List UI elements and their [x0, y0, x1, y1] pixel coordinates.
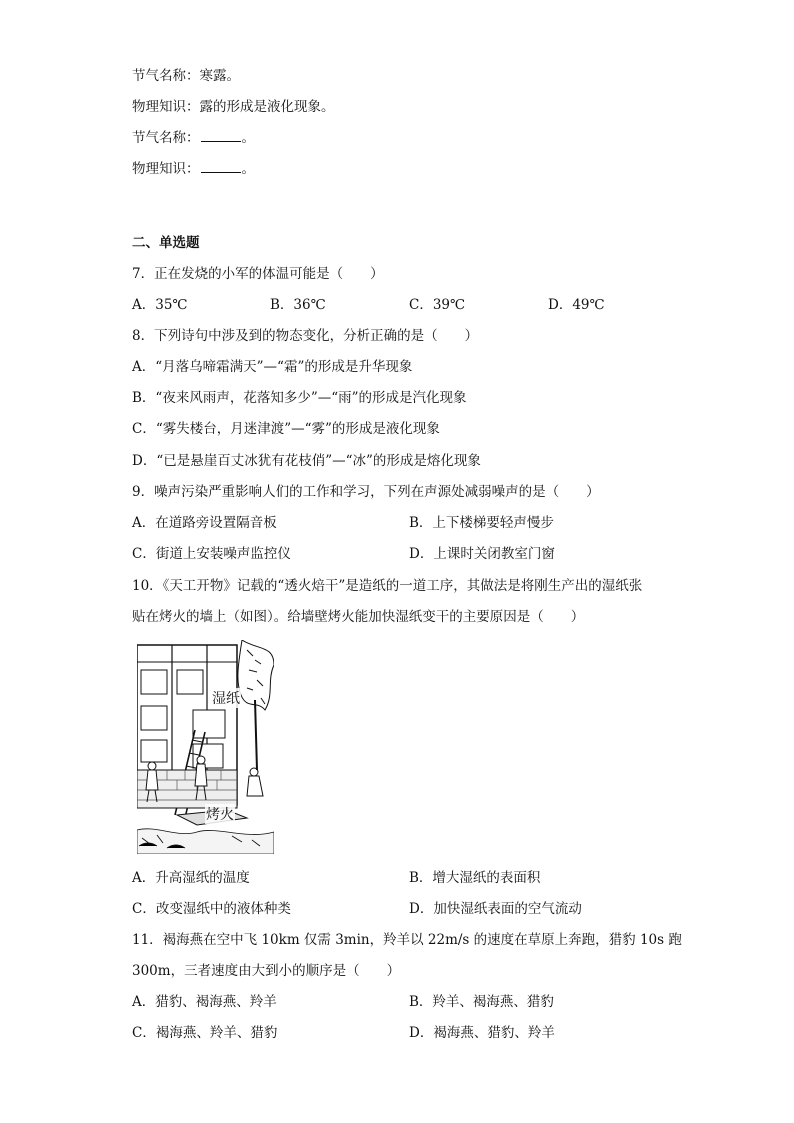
physics-knowledge-2-prefix: 物理知识： [132, 161, 200, 177]
q11-option-d: D．褐海燕、猎豹、羚羊 [409, 1025, 555, 1041]
q11-option-a: A．猎豹、褐海燕、羚羊 [132, 994, 277, 1010]
solar-term-2-suffix: 。 [241, 130, 255, 146]
q10-option-d: D．加快湿纸表面的空气流动 [409, 901, 582, 917]
q8-option-a: A．“月落乌啼霜满天”—“霜”的形成是升华现象 [132, 359, 413, 375]
question-7-stem: 7．正在发烧的小军的体温可能是（ ） [132, 266, 384, 282]
q10-option-a: A．升高湿纸的温度 [132, 870, 250, 886]
physics-knowledge-2-suffix: 。 [241, 161, 255, 177]
solar-term-2 [132, 129, 255, 147]
section-title: 二、单选题 [132, 235, 200, 251]
q10-option-c: C．改变湿纸中的液体种类 [132, 901, 291, 917]
q8-option-c: C．“雾失楼台，月迷津渡”—“雾”的形成是液化现象 [132, 421, 440, 437]
question-8-stem: 8．下列诗句中涉及到的物态变化，分析正确的是（ ） [132, 328, 479, 344]
solar-term-2-prefix: 节气名称： [132, 130, 200, 146]
paper-drying-illustration [137, 640, 274, 854]
wet-paper-label: 湿纸 [211, 688, 241, 708]
q8-option-d: D．“已是悬崖百丈冰犹有花枝俏”—“冰”的形成是熔化现象 [132, 453, 481, 469]
question-9-stem: 9．噪声污染严重影响人们的工作和学习，下列在声源处减弱噪声的是（ ） [132, 484, 600, 500]
q7-option-d: D．49℃ [548, 297, 605, 313]
question-11-stem-line2: 300m，三者速度由大到小的顺序是（ ） [132, 963, 401, 979]
question-10-stem-line2: 贴在烤火的墙上（如图）。给墙壁烤火能加快湿纸变干的主要原因是（ ） [132, 609, 585, 625]
q7-option-a: A．35℃ [132, 297, 188, 313]
solar-term-1: 节气名称：寒露。 [132, 68, 240, 84]
physics-knowledge-2 [132, 160, 255, 178]
q7-option-b: B．36℃ [270, 297, 326, 313]
q7-option-c: C．39℃ [409, 297, 466, 313]
q9-option-d: D．上课时关闭教室门窗 [409, 546, 555, 562]
question-11-stem-line1: 11．褐海燕在空中飞 10km 仅需 3min，羚羊以 22m/s 的速度在草原上奔跑，猎豹 10s 跑 [132, 932, 682, 948]
answer-blank [201, 160, 241, 173]
physics-knowledge-1: 物理知识：露的形成是液化现象。 [132, 99, 335, 115]
q9-option-a: A．在道路旁设置隔音板 [132, 515, 277, 531]
q11-option-c: C．褐海燕、羚羊、猎豹 [132, 1025, 278, 1041]
q9-option-b: B．上下楼梯要轻声慢步 [409, 515, 554, 531]
answer-blank [201, 129, 241, 142]
fire-label: 烤火 [205, 804, 235, 824]
question-10-stem-line1: 10．《天工开物》记载的“透火焙干”是造纸的一道工序，其做法是将刚生产出的湿纸张 [132, 578, 643, 594]
q8-option-b: B．“夜来风雨声，花落知多少”—“雨”的形成是汽化现象 [132, 390, 467, 406]
q10-option-b: B．增大湿纸的表面积 [409, 870, 541, 886]
q9-option-c: C．街道上安装噪声监控仪 [132, 546, 291, 562]
q11-option-b: B．羚羊、褐海燕、猎豹 [409, 994, 554, 1010]
